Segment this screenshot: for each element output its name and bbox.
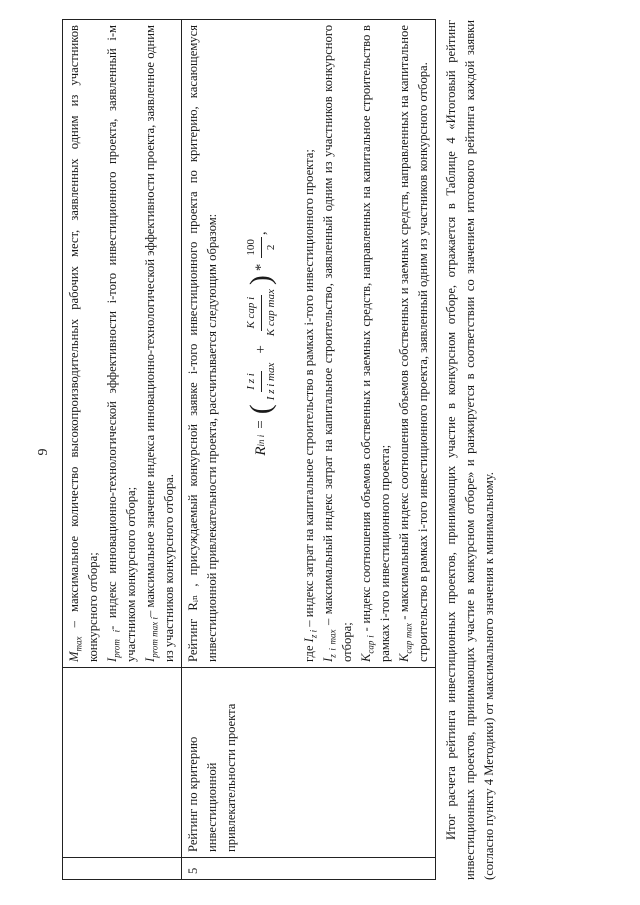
table-row-5 [182, 20, 436, 880]
criterion-intro: Рейтинг Rᵢₙ , присуждаемый конкурсной заявке i-того инвестиционного проекта по критерию, касающемуся инвестиционной привлекательности проекта, рассчитывается следующим образом: [186, 25, 219, 662]
definition-item: $K_{cap max}$ - максимальный индекс соотношения объемов собственных и заемных средств, направленных на капитальное строительство в рамках i-того инвестиционного проекта, заявленный одним из участников конкурсного отбора. [397, 25, 430, 662]
page-number: 9 [36, 448, 51, 456]
criterion-description [182, 20, 436, 668]
definition-item: где $I_{z i}$ – индекс затрат на капитальное строительство в рамках i-того инвестиционного проекта; [302, 149, 319, 662]
criterion-name: Рейтинг по критерию инвестиционной привлекательности проекта [182, 668, 436, 858]
row-number: 5 [182, 858, 436, 880]
definition-item: $I_{z i max}$ – максимальный индекс затрат на капитальное строительство, заявленный одним из участников конкурсного отбора; [321, 25, 354, 662]
definition-item: $I_{prom i}-$ индекс инновационно-технологической эффективности i-того инвестиционного проекта, заявленный i-м участником конкурсного отбора; [105, 24, 138, 662]
cell-number-empty [63, 858, 182, 880]
cell-definitions-continued [63, 20, 182, 668]
table-row-continued [63, 20, 182, 880]
closing-paragraph: Итог расчета рейтинга инвестиционных проектов, принимающих участие в конкурсном отборе, отражается в Таблице 4 «Итоговый рейтинг инвестиционных проектов, принимающих участие в конкурсном отборе» и ранжируется в соответствии со значением итогового рейтинга каждой заявки (согласно пункту 4 Методики) от максимального значения к минимальному. [444, 20, 496, 880]
definition-item: $K_{cap i}$ - индекс соотношения объемов собственных и заемных средств, направленных на капитальное строительство в рамках i-того инвестиционного проекта; [359, 25, 392, 662]
definition-item: $I_{prom max i}-$ максимальное значение индекса инновационно-технологической эффективности проекта, заявленное одним из участников конкурсного отбора. [143, 24, 176, 662]
cell-criterion-empty [63, 668, 182, 858]
criteria-table [62, 19, 436, 880]
rating-formula: R in i = ( I z i I z i max + K cap i K cap max ) * 100 2 , [222, 25, 300, 662]
definition-item: $M_{max}$ – максимальное количество высокопроизводительных рабочих мест, заявленных одним из участников конкурсного отбора; [67, 25, 100, 662]
rotated-page-content [62, 20, 567, 880]
